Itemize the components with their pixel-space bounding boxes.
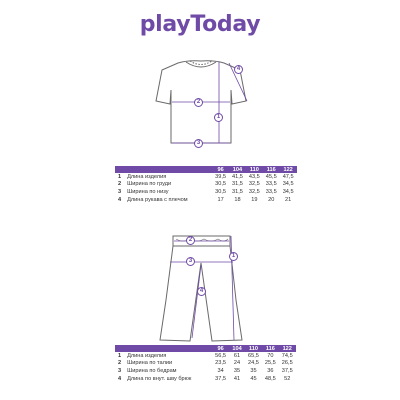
size-header: 122 [279, 345, 296, 352]
table-row [115, 173, 297, 181]
row-value: 31,5 [232, 181, 243, 188]
size-header: 96 [212, 345, 229, 352]
tshirt-marker-4: 4 [234, 65, 243, 74]
brand-logo: playToday [139, 12, 261, 37]
row-value: 18 [234, 196, 241, 203]
row-value: 34,5 [282, 188, 294, 195]
tshirt-size-table [115, 166, 297, 203]
row-index: 1 [118, 173, 122, 180]
row-value: 32,5 [248, 181, 260, 188]
table-row [115, 181, 297, 189]
row-value: 43,5 [248, 173, 260, 180]
tshirt-marker-1: 1 [214, 113, 223, 122]
row-value: 24 [233, 360, 241, 367]
row-value: 30,5 [215, 181, 227, 188]
row-value: 17 [217, 196, 224, 203]
tshirt-measure-lines [172, 62, 247, 143]
row-value: 24,5 [248, 360, 259, 367]
table-row [115, 196, 297, 204]
row-value: 37,5 [281, 367, 293, 374]
row-value: 35 [233, 367, 241, 374]
size-header: 116 [262, 345, 279, 352]
row-value: 48,5 [264, 375, 276, 382]
pants-marker-4: 4 [197, 287, 206, 296]
row-value: 35 [250, 367, 257, 374]
table-row [115, 188, 297, 196]
size-header: 104 [229, 345, 245, 352]
row-value: 47,5 [282, 173, 294, 180]
row-value: 30,5 [215, 188, 227, 195]
row-value: 36 [267, 367, 274, 374]
size-header: 110 [245, 345, 262, 352]
row-label: Длина изделия [127, 352, 167, 359]
row-value: 31,5 [232, 188, 243, 195]
row-value: 56,5 [215, 352, 227, 359]
row-value: 74,5 [281, 352, 293, 359]
table-row [115, 375, 296, 383]
row-value: 34,5 [282, 181, 294, 188]
row-label: Ширина по талии [127, 360, 173, 367]
row-label: Длина изделия [127, 173, 167, 180]
pants-marker-2: 2 [186, 236, 195, 245]
row-index: 4 [118, 196, 122, 203]
table-row [115, 352, 296, 360]
row-value: 45,5 [265, 173, 277, 180]
table-row [115, 367, 296, 375]
row-value: 61 [233, 352, 241, 359]
row-value: 37,5 [215, 375, 227, 382]
size-header: 96 [212, 166, 229, 173]
table-row [115, 360, 296, 368]
row-index: 3 [118, 367, 122, 374]
row-value: 32,5 [248, 188, 260, 195]
row-value: 23,5 [215, 360, 227, 367]
row-value: 33,5 [265, 181, 277, 188]
tshirt-marker-3: 3 [194, 139, 203, 148]
row-label: Ширина по груди [127, 181, 172, 188]
row-value: 26,5 [281, 360, 293, 367]
row-value: 33,5 [265, 188, 277, 195]
row-value: 25,5 [264, 360, 276, 367]
row-value: 34 [217, 367, 224, 374]
pants-marker-3: 3 [186, 257, 195, 266]
header-blank [115, 345, 212, 352]
pants-marker-1: 1 [229, 252, 238, 261]
row-value: 52 [284, 375, 291, 382]
row-value: 41 [233, 375, 241, 382]
row-label: Длина рукава с плечом [127, 196, 188, 203]
row-value: 65,5 [248, 352, 259, 359]
row-index: 4 [118, 375, 122, 382]
row-value: 21 [285, 196, 292, 203]
row-index: 2 [118, 360, 122, 367]
size-header: 116 [263, 166, 280, 173]
pants-size-table [115, 345, 296, 382]
row-index: 3 [118, 188, 122, 195]
row-label: Ширина по низу [127, 188, 169, 195]
size-header: 122 [280, 166, 297, 173]
size-header: 110 [246, 166, 263, 173]
tshirt-marker-2: 2 [194, 98, 203, 107]
tshirt-table-header [115, 166, 297, 173]
row-value: 39,5 [215, 173, 227, 180]
row-index: 1 [118, 352, 122, 359]
header-blank [115, 166, 212, 173]
size-header: 104 [229, 166, 246, 173]
row-label: Ширина по бедрам [127, 367, 177, 374]
row-value: 19 [251, 196, 258, 203]
row-label: Длина по внут. шву брюк [127, 375, 192, 382]
row-index: 2 [118, 181, 122, 188]
row-value: 20 [268, 196, 275, 203]
row-value: 70 [267, 352, 274, 359]
row-value: 41,5 [232, 173, 243, 180]
pants-table-header [115, 345, 296, 352]
row-value: 45 [250, 375, 257, 382]
